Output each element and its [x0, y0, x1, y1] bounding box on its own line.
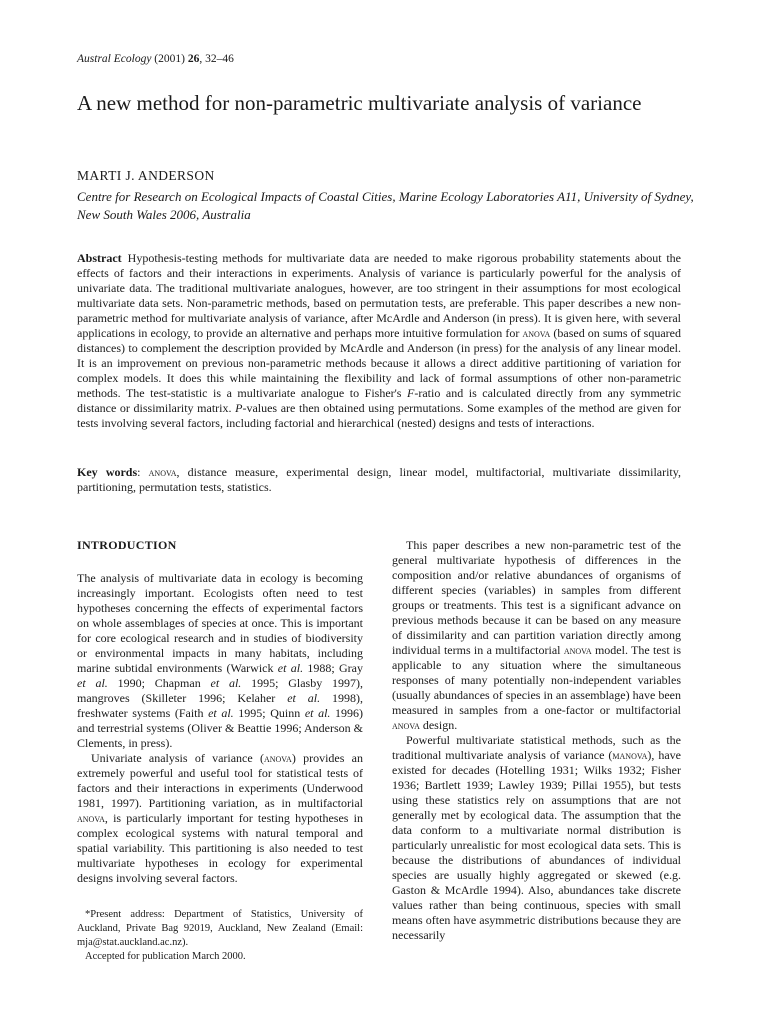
- et-al: et al.: [304, 706, 331, 720]
- anova-term: anova: [263, 751, 292, 765]
- et-al: et al.: [77, 676, 108, 690]
- author-name: MARTI J. ANDERSON: [77, 168, 215, 183]
- abstract-label: Abstract: [77, 251, 122, 265]
- text-run: Powerful multivariate statistical methods, such as the traditional multivariate analysis of variance (: [392, 733, 681, 762]
- anova-term: anova: [563, 643, 592, 657]
- text-run: model. The test is applicable to any situation where the simultaneous responses of many potentially non-independent variables (usually abundances of species in an assemblage) have been measured in samples from a one-factor or multifactorial: [392, 643, 681, 717]
- right-column: [392, 538, 681, 943]
- journal-volume: 26: [187, 53, 200, 65]
- text-run: ), have existed for decades (Hotelling 1931; Wilks 1932; Fisher 1936; Bartlett 1939; Lawley 1939; Pillai 1955), but tests using these statistics rely on assumptions that are not generally met by ecological data. The assumption that the data conform to a multivariate normal distribution is particularly unrealistic for most ecological data sets. This is because the distributions of abundances of individual species are usually highly aggregated or skewed (e.g. Gaston & McArdle 1994). Also, abundances take discrete values rather than being continuous, species with small means often have asymmetric distributions because they are necessarily: [392, 748, 681, 942]
- footnote-accepted: Accepted for publication March 2000.: [85, 951, 246, 962]
- text-run: , is particularly important for testing hypotheses in complex ecological systems with natural temporal and spatial variability. This partitioning is also needed to test multivariate hypotheses in ecology for experimental designs involving several factors.: [77, 811, 363, 885]
- author-affiliation: Centre for Research on Ecological Impacts of Coastal Cities, Marine Ecology Laboratories A11, University of Sydney, New South Wales 2006, Australia: [77, 189, 694, 222]
- text-run: 1995; Glasby 1997), mangroves (Skilleter 1996; Kelaher: [77, 676, 364, 705]
- abstract-p: P: [235, 401, 243, 415]
- et-al: et al.: [210, 676, 242, 690]
- left-column: [77, 538, 363, 886]
- text-run: 1990; Chapman: [107, 676, 211, 690]
- et-al: et al.: [277, 661, 304, 675]
- footnote-address: *Present address: Department of Statistics, University of Auckland, Private Bag 92019, Auckland, New Zealand (Email: mja@stat.auckland.ac.nz).: [77, 909, 363, 948]
- intro-paragraph-2: [77, 751, 363, 886]
- text-run: ) provides an extremely powerful and useful tool for statistical tests of factors and their interactions in experiments (Underwood 1981, 1997). Partitioning variation, as in multifactorial: [77, 751, 363, 810]
- text-run: 1995; Quinn: [233, 706, 305, 720]
- anova-term: anova: [77, 811, 105, 825]
- journal-name: Austral Ecology: [77, 53, 152, 65]
- text-run: design.: [419, 718, 458, 732]
- text-run: This paper describes a new non-parametric test of the general multivariate hypothesis of differences in the composition and/or relative abundances of organisms of different species (variables) in samples from different groups or treatments. This test is a significant advance on previous methods because it can be based on any measure of dissimilarity and can partition variation directly among individual terms in a multifactorial: [392, 538, 681, 657]
- text-run: 1996) and terrestrial systems (Oliver & Beattie 1996; Anderson & Clements, in press).: [77, 706, 363, 750]
- abstract: [77, 251, 681, 431]
- abstract-text: -ratio and is calculated directly from any symmetric distance or dissimilarity matrix.: [77, 386, 681, 415]
- keywords-anova: anova: [148, 465, 177, 479]
- journal-citation: [77, 52, 234, 66]
- text-run: The analysis of multivariate data in ecology is becoming increasingly important. Ecologists often need to test hypotheses concerning the effects of experimental factors on whole assemblages of species at once. This is important for core ecological research and in studies of biodiversity or environmental impacts in many habitats, including marine subtidal environments (Warwick: [77, 571, 363, 675]
- text-run: 1998), freshwater systems (Faith: [77, 691, 363, 720]
- abstract-text: (based on sums of squared distances) to complement the description provided by McArdle and Anderson (in press) for the analysis of any linear model. It is an improvement on previous non-parametric methods because it allows a direct additive partitioning of variation for complex models. It does this while maintaining the flexibility and lack of formal assumptions of other non-parametric methods. The test-statistic is a multivariate analogue to Fisher's: [77, 326, 681, 400]
- journal-pages: , 32–46: [199, 53, 234, 65]
- et-al: et al.: [208, 706, 234, 720]
- right-paragraph-2: [392, 733, 681, 943]
- abstract-f: F: [407, 386, 415, 400]
- right-paragraph-1: [392, 538, 681, 733]
- keywords-label: Key words: [77, 465, 138, 479]
- abstract-anova: anova: [522, 326, 551, 340]
- et-al: et al.: [287, 691, 321, 705]
- journal-year: (2001): [154, 53, 185, 65]
- keywords-text: , distance measure, experimental design, linear model, multifactorial, multivariate dissimilarity, partitioning, permutation tests, statistics.: [77, 465, 681, 494]
- abstract-text: -values are then obtained using permutations. Some examples of the method are given for tests involving several factors, including factorial and hierarchical (nested) designs and tests of interactions.: [77, 401, 681, 430]
- abstract-text: Hypothesis-testing methods for multivariate data are needed to make rigorous probability statements about the effects of factors and their interactions in experiments. Analysis of variance is particularly powerful for the analysis of univariate data. The traditional multivariate analogues, however, are too stringent in their assumptions for most ecological multivariate data sets. Non-parametric methods, based on permutation tests, are preferable. This paper describes a new non-parametric method for multivariate analysis of variance, after McArdle and Anderson (in press). It is given here, with several applications in ecology, to provide an alternative and perhaps more intuitive formulation for: [77, 251, 681, 340]
- footnote: [77, 908, 363, 964]
- text-run: 1988; Gray: [303, 661, 363, 675]
- paper-title: A new method for non-parametric multivariate analysis of variance: [77, 91, 642, 115]
- anova-term: anova: [392, 718, 420, 732]
- manova-term: manova: [612, 748, 648, 762]
- intro-paragraph-1: [77, 571, 363, 751]
- keywords: [77, 465, 681, 495]
- keywords-separator: :: [137, 465, 149, 479]
- text-run: Univariate analysis of variance (: [91, 751, 264, 765]
- section-heading-introduction: INTRODUCTION: [77, 538, 177, 552]
